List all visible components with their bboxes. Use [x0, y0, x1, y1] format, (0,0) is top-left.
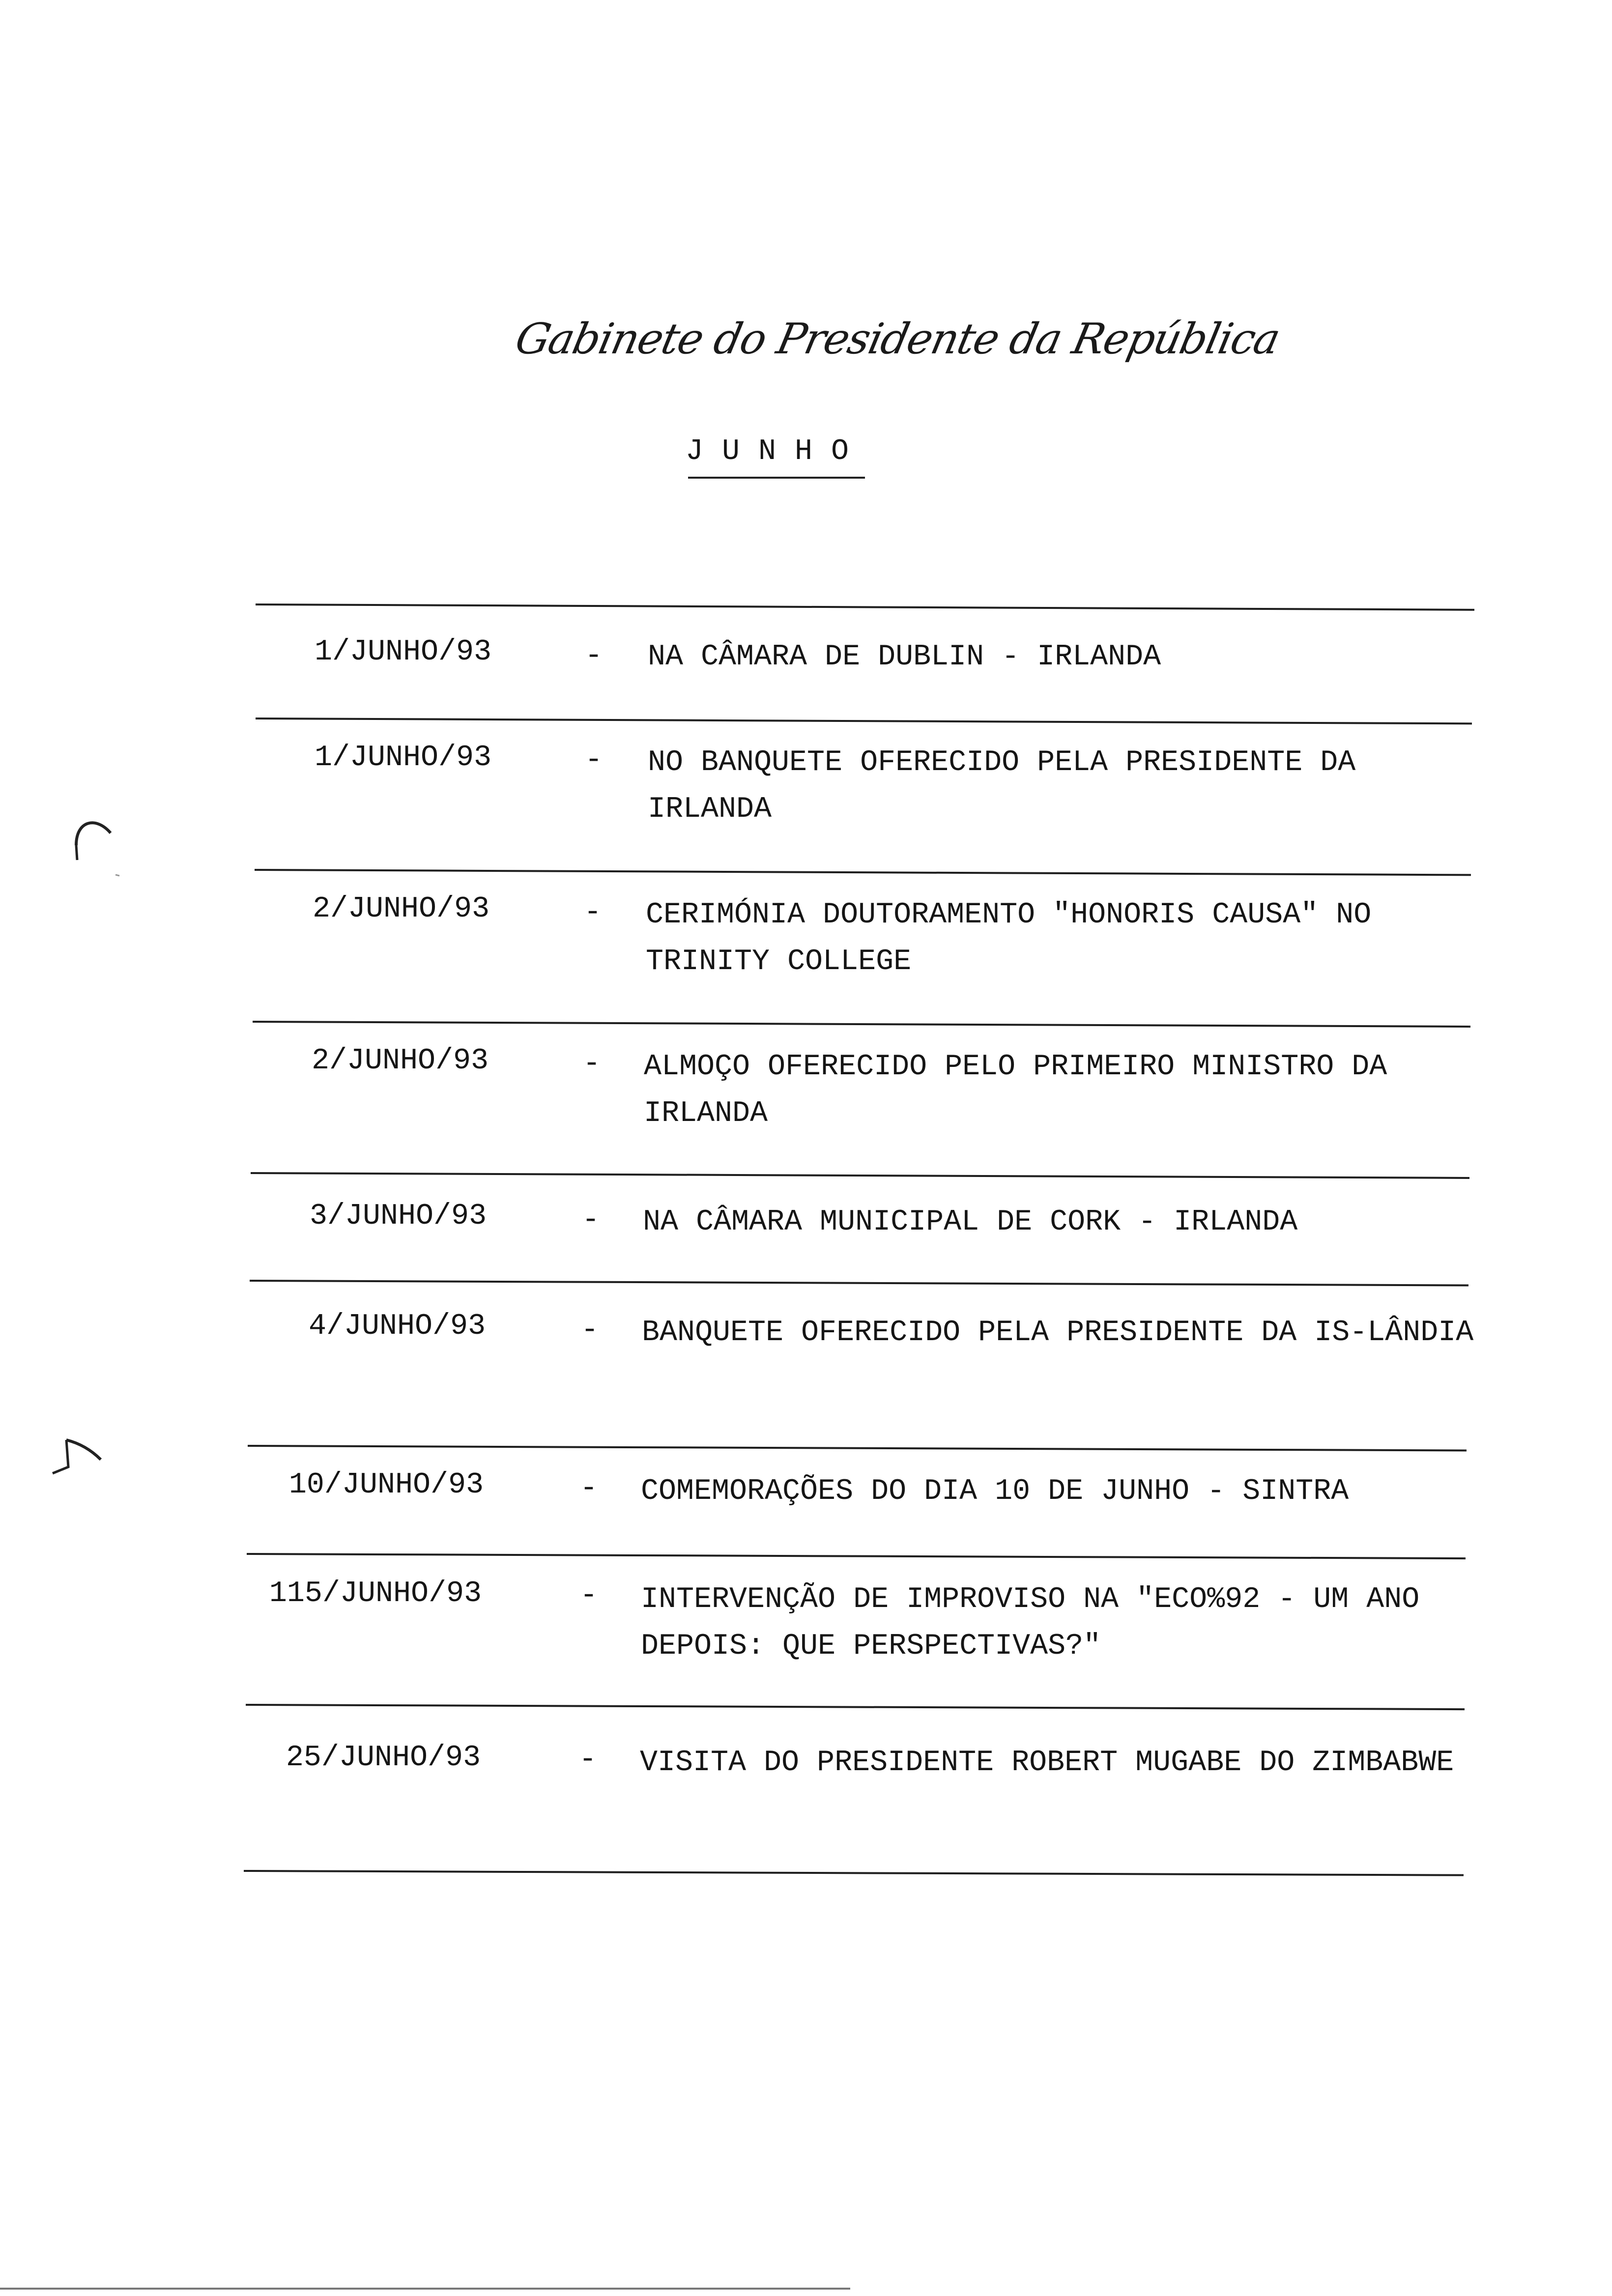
entry-date: 25/JUNHO/93: [286, 1741, 481, 1775]
table-rule: [250, 1280, 1468, 1287]
entry-dash: -: [579, 1743, 597, 1777]
table-rule-bottom: [244, 1870, 1464, 1876]
entry-dash: -: [585, 744, 603, 777]
letterhead: [491, 295, 1284, 383]
entry-date: 115/JUNHO/93: [269, 1577, 482, 1610]
entry-date: 10/JUNHO/93: [288, 1468, 484, 1502]
entry-text: NO BANQUETE OFERECIDO PELA PRESIDENTE DA IRLANDA: [648, 746, 1356, 826]
entry-text: NA CÂMARA DE DUBLIN - IRLANDA: [648, 640, 1161, 674]
scan-mark: [47, 1430, 111, 1499]
entry-dash: -: [580, 1472, 598, 1505]
entry-date: 2/JUNHO/93: [311, 1044, 489, 1078]
table-rule: [255, 869, 1471, 876]
entry-date: 1/JUNHO/93: [314, 741, 491, 775]
entry-text: BANQUETE OFERECIDO PELA PRESIDENTE DA IS-LÂNDIA: [642, 1316, 1474, 1349]
scan-edge-line: [0, 2288, 850, 2290]
entry-dash: -: [582, 1204, 600, 1237]
table-rule: [256, 718, 1472, 724]
table-rule-top: [256, 603, 1474, 611]
entry-dash: -: [580, 1579, 598, 1612]
entry-date: 1/JUNHO/93: [314, 635, 491, 669]
entry-text: INTERVENÇÃO DE IMPROVISO NA "ECO%92 - UM ANO DEPOIS: QUE PERSPECTIVAS?": [641, 1583, 1420, 1663]
table-rule: [246, 1704, 1465, 1710]
table-rule: [248, 1445, 1467, 1452]
entry-text: CERIMÓNIA DOUTORAMENTO "HONORIS CAUSA" NO TRINITY COLLEGE: [646, 898, 1372, 978]
table-rule: [247, 1553, 1466, 1559]
table-rule: [251, 1172, 1469, 1179]
month-title-underline: [688, 477, 865, 479]
entry-dash: -: [581, 1314, 599, 1347]
entry-date: 2/JUNHO/93: [312, 892, 489, 926]
entry-dash: -: [584, 896, 602, 929]
entry-text: ALMOÇO OFERECIDO PELO PRIMEIRO MINISTRO DA IRLANDA: [644, 1050, 1387, 1130]
entry-dash: -: [583, 1047, 601, 1081]
scan-mark: [66, 806, 120, 885]
entry-dash: -: [585, 639, 603, 673]
table-rule: [253, 1021, 1470, 1028]
entry-text: VISITA DO PRESIDENTE ROBERT MUGABE DO ZIMBABWE: [640, 1746, 1454, 1779]
entry-date: 3/JUNHO/93: [309, 1200, 487, 1233]
month-title: JUNHO: [686, 435, 868, 468]
entry-text: NA CÂMARA MUNICIPAL DE CORK - IRLANDA: [643, 1205, 1298, 1239]
entry-text: COMEMORAÇÕES DO DIA 10 DE JUNHO - SINTRA: [641, 1475, 1349, 1508]
entry-date: 4/JUNHO/93: [308, 1310, 486, 1343]
letterhead-text: Gabinete do Presidente da República: [511, 315, 1284, 364]
